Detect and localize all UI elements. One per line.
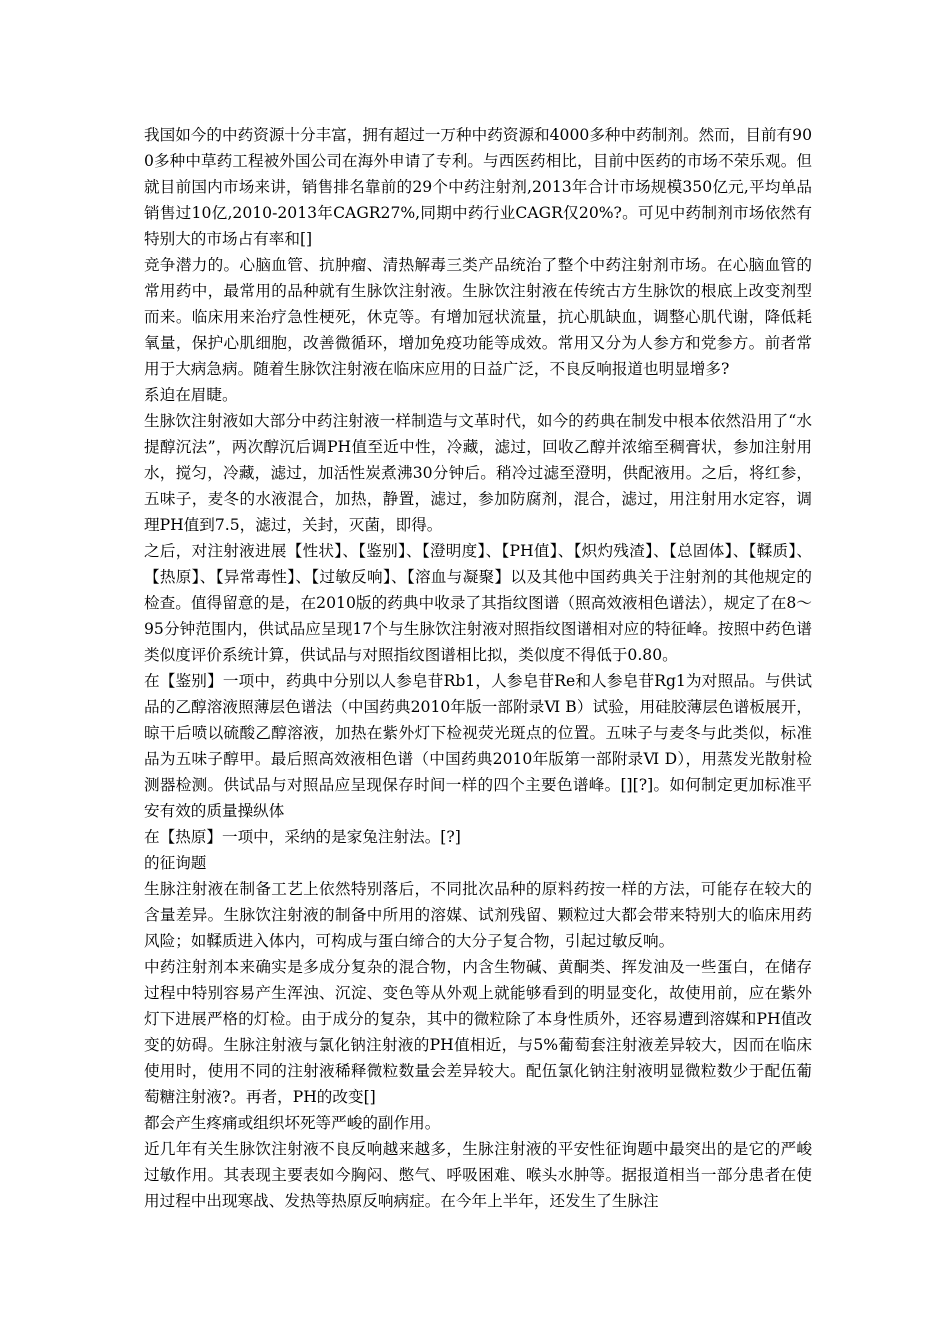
paragraph-pyrogen: 在【热原】一项中，采纳的是家兔注射法。[?] bbox=[144, 828, 461, 846]
paragraph-urgent: 系迫在眉睫。 bbox=[144, 386, 238, 404]
paragraph-complex-mixture: 中药注射剂本来确实是多成分复杂的混合物，内含生物碱、黄酮类、挥发油及一些蛋白，在储存过程中特别容易产生浑浊、沉淀、变色等从外观上就能够看到的明显变化，故使用前，应在紫外灯下进展严格的灯检。由于成分的复杂，其中的微粒除了本身性质外，还容易遭到溶媒和PH值改变的妨碍。生脉注射液与氯化钠注射液的PH值相近，与5%葡萄套注射液差异较大，因而在临床使用时，使用不同的注射液稀释微粒数量会差异较大。配伍氯化钠注射液明显微粒数少于配伍葡萄糖注射液?。再者，PH的改变[] bbox=[144, 958, 812, 1106]
paragraph-market-overview: 我国如今的中药资源十分丰富，拥有超过一万种中药资源和4000多种中药制剂。然而，目前有900多种中草药工程被外国公司在海外申请了专利。与西医药相比，目前中医药的市场不荣乐观。但就目前国内市场来讲，销售排名靠前的29个中药注射剂,2013年合计市场规模350亿元,平均单品销售过10亿,2010-2013年CAGR27%,同期中药行业CAGR仅20%?。可见中药制剂市场依然有特别大的市场占有率和[] bbox=[144, 126, 812, 248]
paragraph-process-backward: 生脉注射液在制备工艺上依然特别落后，不同批次品种的原料药按一样的方法，可能存在较大的含量差异。生脉饮注射液的制备中所用的溶媒、试剂残留、颗粒过大都会带来特别大的临床用药风险；如鞣质进入体内，可构成与蛋白缔合的大分子复合物，引起过敏反响。 bbox=[144, 880, 812, 950]
document-page bbox=[144, 122, 812, 1214]
paragraph-manufacturing-process: 生脉饮注射液如大部分中药注射液一样制造与文革时代，如今的药典在制发中根本依然沿用了“水提醇沉法”，两次醇沉后调PH值至近中性，冷藏，滤过，回收乙醇并浓缩至稠膏状，参加注射用水，搅匀，冷藏，滤过，加活性炭煮沸30分钟后。稍冷过滤至澄明，供配液用。之后，将红参，五味子，麦冬的水液混合，加热，静置，滤过，参加防腐剂，混合，滤过，用注射用水定容，调理PH值到7.5，滤过，关封，灭菌，即得。 bbox=[144, 412, 812, 534]
paragraph-side-effects: 都会产生疼痛或组织坏死等严峻的副作用。 bbox=[144, 1114, 441, 1132]
paragraph-adverse-reactions: 近几年有关生脉饮注射液不良反响越来越多，生脉注射液的平安性征询题中最突出的是它的严峻过敏作用。其表现主要表如今胸闷、憋气、呼吸困难、喉头水肿等。据报道相当一部分患者在使用过程中出现寒战、发热等热原反响病症。在今年上半年，还发生了生脉注 bbox=[144, 1140, 812, 1210]
paragraph-identification: 在【鉴别】一项中，药典中分别以人参皂苷Rb1，人参皂苷Re和人参皂苷Rg1为对照品。与供试品的乙醇溶液照薄层色谱法（中国药典2010年版一部附录Ⅵ B）试验，用硅胶薄层色谱板展开，晾干后喷以硫酸乙醇溶液，加热在紫外灯下检视荧光斑点的位置。五味子与麦冬与此类似，标准品为五味子醇甲。最后照高效液相色谱（中国药典2010年版第一部附录Ⅵ D），用蒸发光散射检测器检测。供试品与对照品应呈现保存时间一样的四个主要色谱峰。[][?]。如何制定更加标准平安有效的质量操纵体 bbox=[144, 672, 812, 820]
paragraph-competition-potential: 竞争潜力的。心脑血管、抗肿瘤、清热解毒三类产品统治了整个中药注射剂市场。在心脑血管的常用药中，最常用的品种就有生脉饮注射液。生脉饮注射液在传统古方生脉饮的根底上改变剂型而来。临床用来治疗急性梗死，休克等。有增加冠状流量，抗心肌缺血，调整心肌代谢，降低耗氧量，保护心肌细胞，改善微循环，增加免疫功能等成效。常用又分为人参方和党参方。前者常用于大病急病。随着生脉饮注射液在临床应用的日益广泛，不良反响报道也明显增多? bbox=[144, 256, 812, 378]
paragraph-question-heading: 的征询题 bbox=[144, 854, 207, 872]
paragraph-quality-inspection: 之后，对注射液进展【性状】、【鉴别】、【澄明度】、【PH值】、【炽灼残渣】、【总固体】、【鞣质】、【热原】、【异常毒性】、【过敏反响】、【溶血与凝聚】以及其他中国药典关于注射剂的其他规定的检查。值得留意的是，在2010版的药典中收录了其指纹图谱（照高效液相色谱法），规定了在8～95分钟范围内，供试品应呈现17个与生脉饮注射液对照指纹图谱相对应的特征峰。按照中药色谱类似度评价系统计算，供试品与对照指纹图谱相比拟，类似度不得低于0.80。 bbox=[144, 542, 812, 664]
